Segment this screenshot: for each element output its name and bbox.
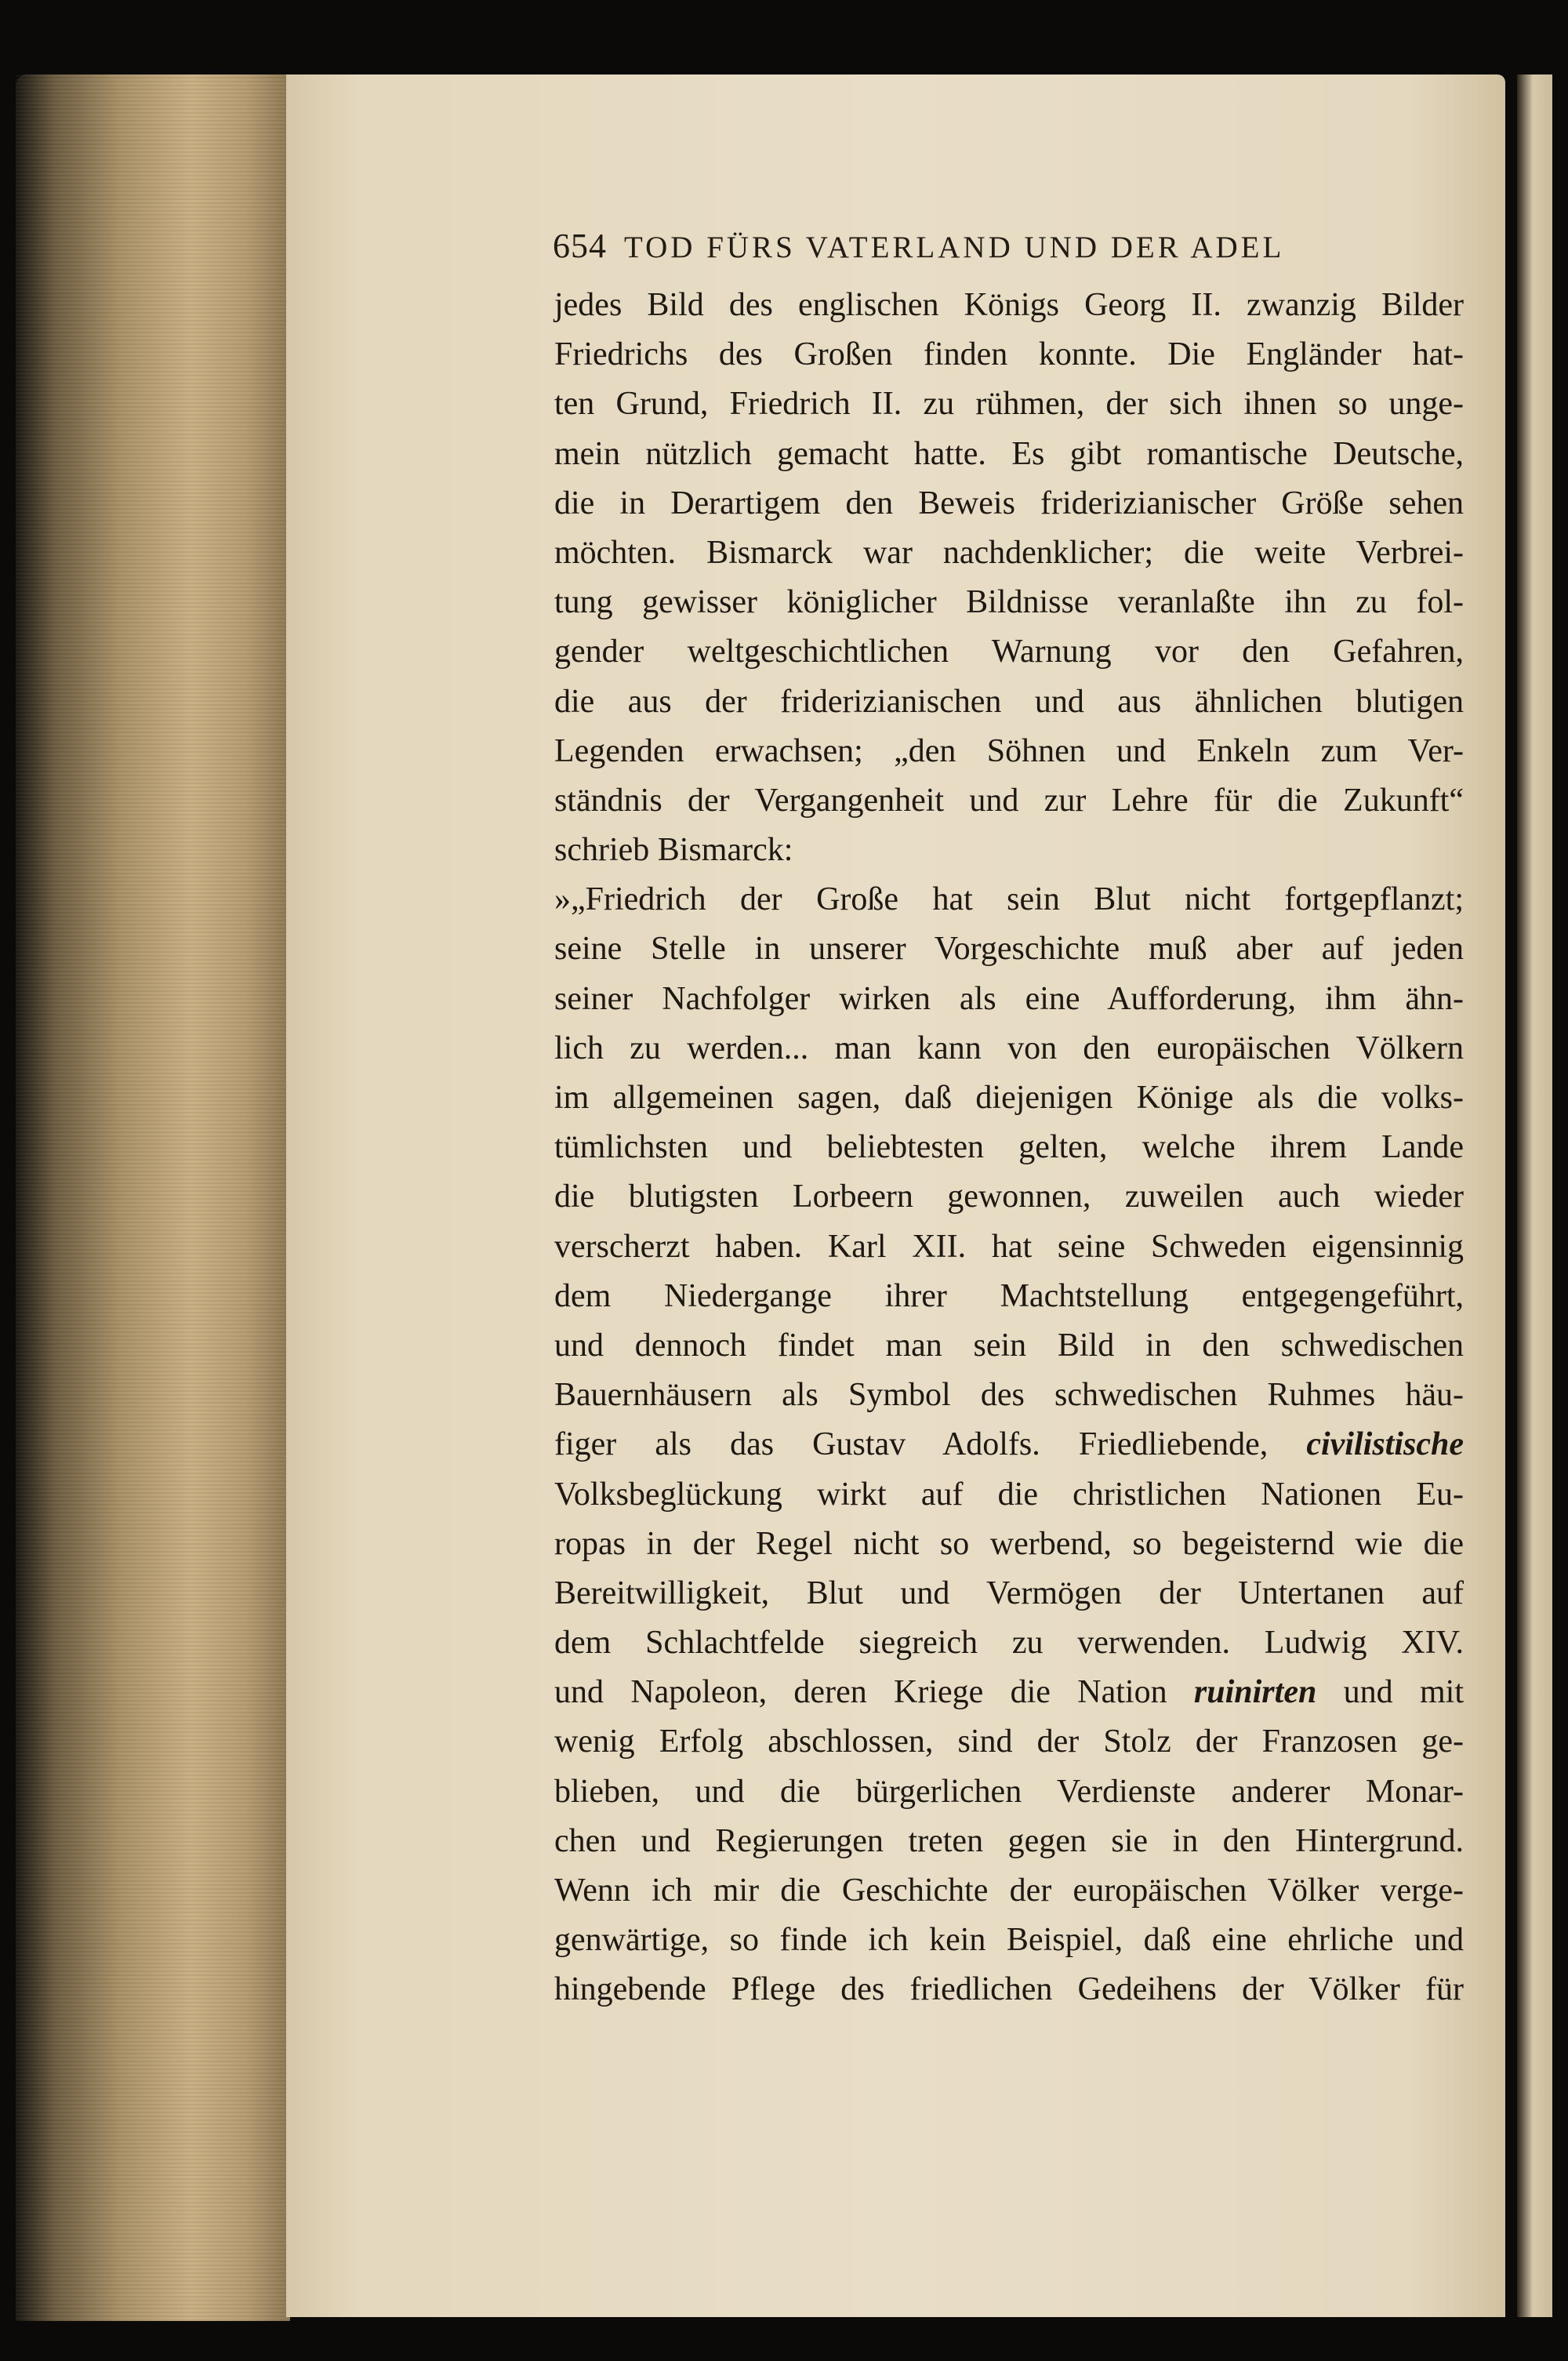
text-line: Legenden erwachsen; „den Söhnen und Enkeln zum Ver- (554, 732, 1464, 769)
text-line: ropas in der Regel nicht so werbend, so begeisternd wie die (554, 1525, 1464, 1562)
page-body-text (554, 281, 1464, 2015)
text-line: ten Grund, Friedrich II. zu rühmen, der sich ihnen so unge- (554, 386, 1464, 423)
text-line: dem Niedergange ihrer Machtstellung entgegengeführt, (554, 1277, 1464, 1314)
text-line: seine Stelle in unserer Vorgeschichte muß aber auf jeden (554, 931, 1464, 968)
text-line: und Napoleon, deren Kriege die Nation ruinirten und mit (554, 1674, 1464, 1711)
text-line: gender weltgeschichtlichen Warnung vor den Gefahren, (554, 634, 1464, 670)
text-line: verscherzt haben. Karl XII. hat seine Schweden eigensinnig (554, 1228, 1464, 1265)
book-page-edges (16, 74, 290, 2321)
text-line: lich zu werden... man kann von den europäischen Völkern (554, 1030, 1464, 1066)
text-line: Friedrichs des Großen finden konnte. Die Engländer hat- (554, 336, 1464, 373)
text-line: schrieb Bismarck: (554, 832, 793, 869)
quote-start-line: »„Friedrich der Große hat sein Blut nicht fortgepflanzt; (554, 881, 1464, 918)
text-line: chen und Regierungen treten gegen sie in den Hintergrund. (554, 1822, 1464, 1859)
text-line: genwärtige, so finde ich kein Beispiel, daß eine ehrliche und (554, 1922, 1464, 1959)
text-line: Wenn ich mir die Geschichte der europäischen Völker verge- (554, 1872, 1464, 1909)
italic-word: civilistische (1306, 1426, 1464, 1463)
text-line: mein nützlich gemacht hatte. Es gibt romantische Deutsche, (554, 435, 1464, 472)
text-line: tung gewisser königlicher Bildnisse veranlaßte ihn zu fol- (554, 584, 1464, 621)
text-line: Volksbeglückung wirkt auf die christlichen Nationen Eu- (554, 1476, 1464, 1513)
text-line: dem Schlachtfelde siegreich zu verwenden. Ludwig XIV. (554, 1625, 1464, 1662)
italic-word: ruinirten (1193, 1674, 1317, 1711)
text-line: Bereitwilligkeit, Blut und Vermögen der Untertanen auf (554, 1575, 1464, 1611)
text-line: ständnis der Vergangenheit und zur Lehre für die Zukunft“ (554, 782, 1464, 819)
text-line: möchten. Bismarck war nachdenklicher; die weite Verbrei- (554, 534, 1464, 571)
text-line: blieben, und die bürgerlichen Verdienste anderer Monar- (554, 1773, 1464, 1810)
text-line: seiner Nachfolger wirken als eine Aufforderung, ihm ähn- (554, 980, 1464, 1017)
page-number: 654 (553, 227, 607, 265)
text-line: die in Derartigem den Beweis friderizianischer Größe sehen (554, 485, 1464, 521)
text-line: und dennoch findet man sein Bild in den schwedischen (554, 1327, 1464, 1364)
facing-page-edge (1517, 74, 1552, 2317)
text-line: die blutigsten Lorbeern gewonnen, zuweilen auch wieder (554, 1179, 1464, 1215)
text-line: die aus der friderizianischen und aus ähnlichen blutigen (554, 683, 1464, 720)
text-line: wenig Erfolg abschlossen, sind der Stolz der Franzosen ge- (554, 1724, 1464, 1760)
text-line: im allgemeinen sagen, daß diejenigen Könige als die volks- (554, 1080, 1464, 1116)
running-header (553, 226, 1517, 266)
text-line: hingebende Pflege des friedlichen Gedeihens der Völker für (554, 1971, 1464, 2008)
text-line: tümlichsten und beliebtesten gelten, welche ihrem Lande (554, 1129, 1464, 1166)
text-line: Bauernhäusern als Symbol des schwedischen Ruhmes häu- (554, 1377, 1464, 1414)
running-title: TOD FÜRS VATERLAND UND DER ADEL (624, 231, 1285, 264)
text-line: jedes Bild des englischen Königs Georg II. zwanzig Bilder (554, 287, 1464, 323)
text-line: figer als das Gustav Adolfs. Friedliebende, civilistische (554, 1426, 1464, 1463)
